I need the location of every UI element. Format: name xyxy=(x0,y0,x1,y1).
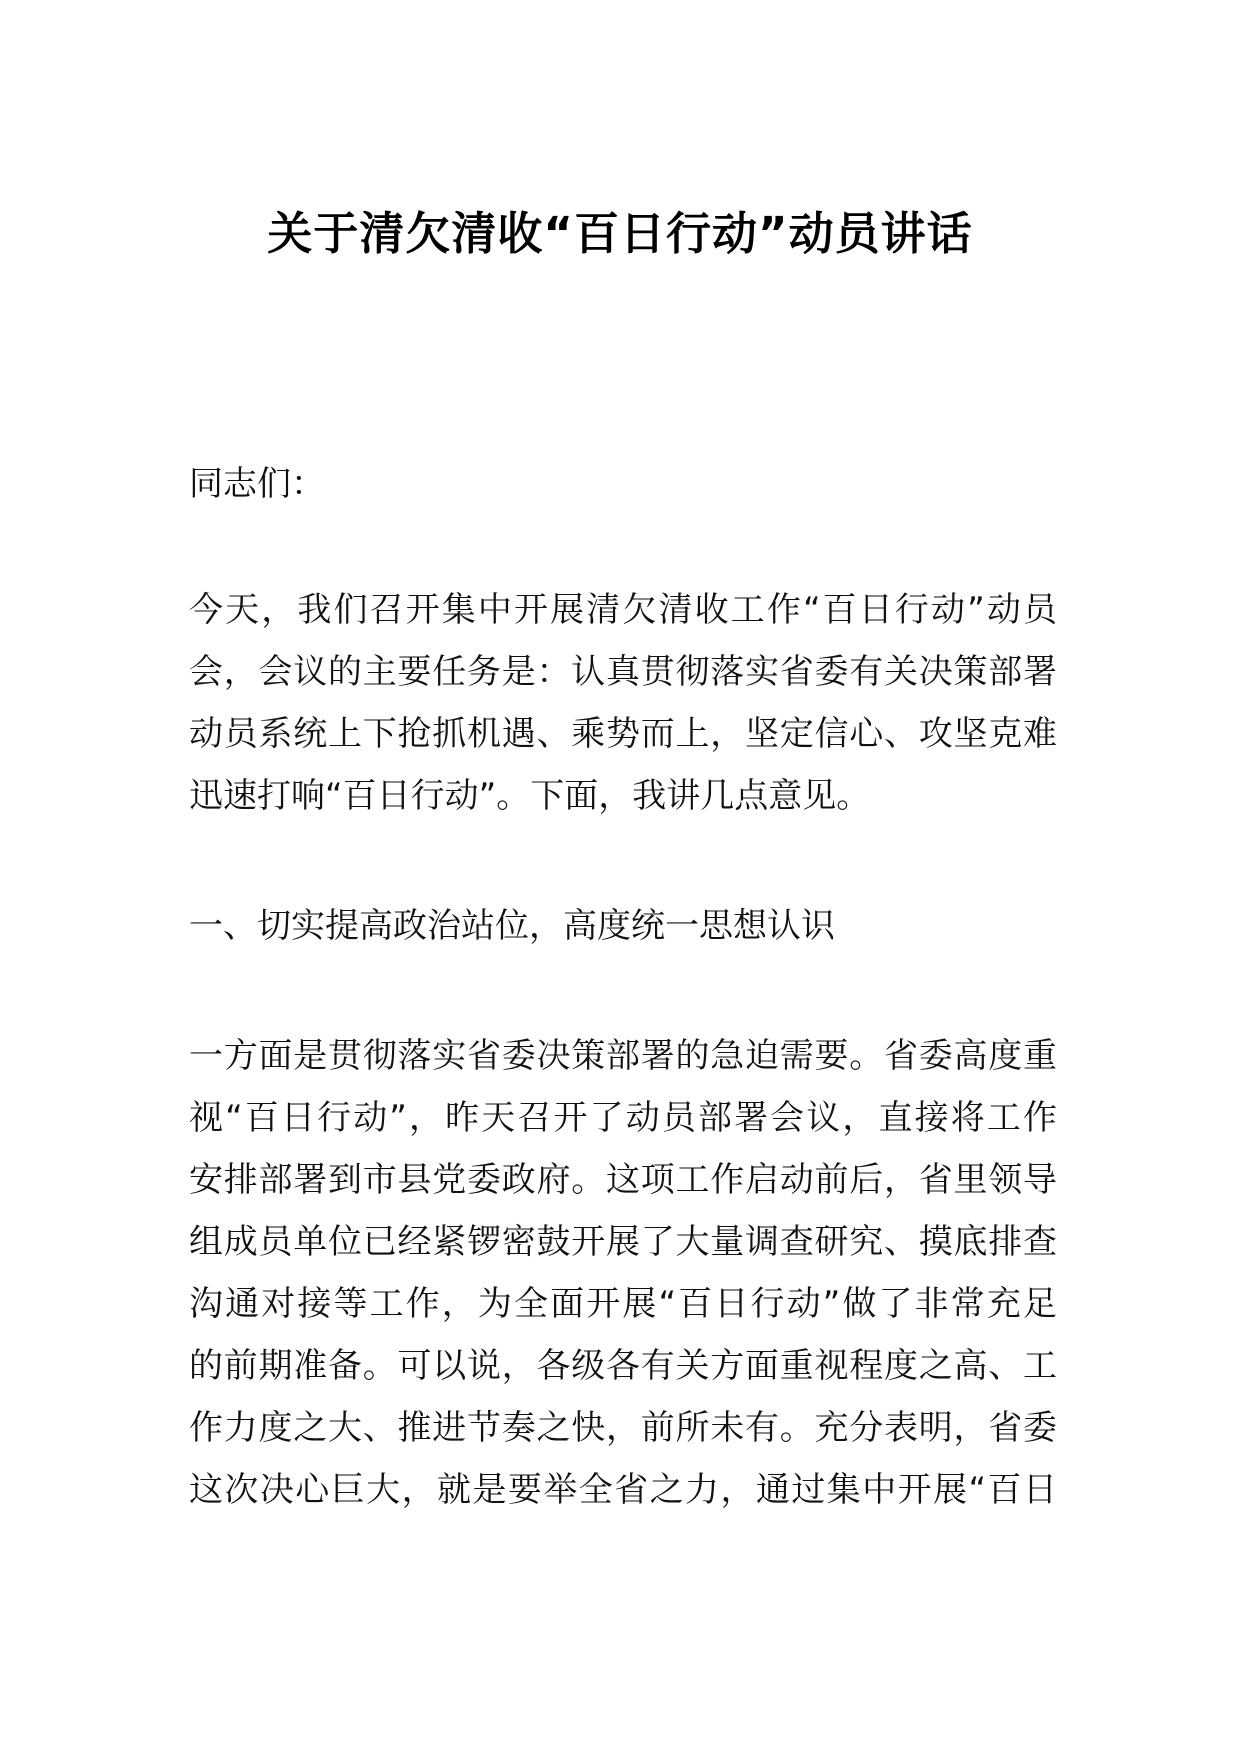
body-line: 视“百日行动”，昨天召开了动员部署会议，直接将工作 xyxy=(189,1098,1057,1138)
intro-line: 迅速打响“百日行动”。下面，我讲几点意见。 xyxy=(189,776,871,816)
body-line: 沟通对接等工作，为全面开展“百日行动”做了非常充足 xyxy=(189,1284,1057,1324)
body-line: 的前期准备。可以说，各级各有关方面重视程度之高、工 xyxy=(189,1346,1057,1386)
intro-line: 今天，我们召开集中开展清欠清收工作“百日行动”动员 xyxy=(189,590,1057,630)
body-line: 这次决心巨大，就是要举全省之力，通过集中开展“百日 xyxy=(189,1470,1057,1510)
body-line: 安排部署到市县党委政府。这项工作启动前后，省里领导 xyxy=(189,1160,1057,1200)
body-line: 一方面是贯彻落实省委决策部署的急迫需要。省委高度重 xyxy=(189,1036,1057,1076)
document-title: 关于清欠清收“百日行动”动员讲话 xyxy=(267,207,973,260)
salutation: 同志们： xyxy=(189,464,325,504)
body-line: 组成员单位已经紧锣密鼓开展了大量调查研究、摸底排查 xyxy=(189,1222,1057,1262)
intro-line: 动员系统上下抢抓机遇、乘势而上，坚定信心、攻坚克难 xyxy=(189,714,1057,754)
intro-line: 会，会议的主要任务是：认真贯彻落实省委有关决策部署 xyxy=(189,652,1057,692)
body-line: 作力度之大、推进节奏之快，前所未有。充分表明，省委 xyxy=(189,1408,1057,1448)
section-heading: 一、切实提高政治站位，高度统一思想认识 xyxy=(189,906,835,946)
